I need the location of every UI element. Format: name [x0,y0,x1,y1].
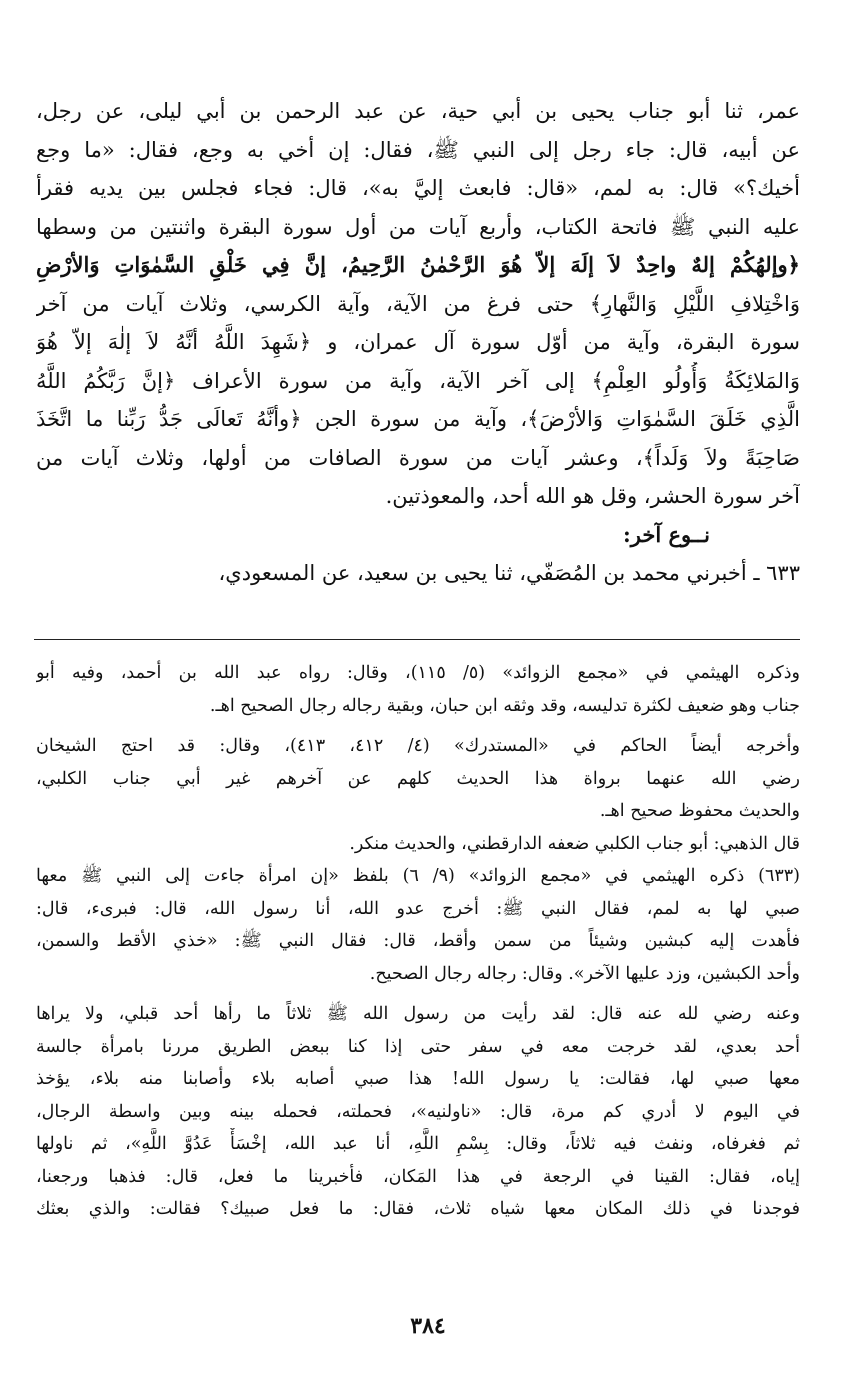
footnote-line: وذكره الهيثمي في «مجمع الزوائد» (٥/ ١١٥)، وقال: رواه عبد الله بن أحمد، وفيه أبو [36,663,800,683]
footnote [36,828,800,861]
main-text-line: عمر، ثنا أبو جناب يحيى بن أبي حية، عن عبد الرحمن بن أبي ليلى، عن رجل، [36,99,800,123]
main-text-line: أخيك؟» قال: به لمم، «قال: فابعث إليَّ به»، قال: فجاء فجلس بين يديه فقرأ [36,176,800,200]
main-text-line: عن أبيه، قال: جاء رجل إلى النبي ﷺ، فقال: إن أخي به وجع، فقال: «ما وجع [36,137,800,162]
footnote-line: فوجدنا في ذلك المكان معها شياه ثلاث، فقال: ما فعل صبيك؟ فقالت: والذي بعثك [36,1199,800,1219]
footnotes [36,657,800,1226]
footnote-line: والحديث محفوظ صحيح اهـ. [599,801,800,821]
footnote-line: فأهدت إليه كبشين وشيئاً من سمن وأقط، قال: فقال النبي ﷺ: «خذي الأقط والسمن، [36,931,800,951]
footnote [36,657,800,722]
footnote-line: ثم فغرفاه، ونفث فيه ثلاثاً، وقال: بِسْمِ اللَّهِ، أنا عبد الله، إخْسَأْ عَدُوَّ اللَّهِ»، ثم ناولها [36,1134,800,1154]
section-heading: نــوع آخر: [623,521,710,547]
footnote-line: وأخرجه أيضاً الحاكم في «المستدرك» (٤/ ٤١٢، ٤١٣)، وقال: قد احتج الشيخان [36,736,800,756]
main-text-line: الَّذِي خَلَقَ السَّمٰوَاتِ وَالأرْضَ﴾، وآية من سورة الجن ﴿وأنَّهُ تَعالَى جَدُّ رَبِّنا ما اتَّخَذَ [36,407,800,431]
main-text-line: وَاخْتِلافِ اللَّيْلِ وَالنَّهارِ﴾ حتى فرغ من الآية، وآية الكرسي، وثلاث آيات من آخر [36,291,800,316]
footnote-line: وأحد الكبشين، وزد عليها الآخر». وقال: رجاله رجال الصحيح. [369,963,800,984]
footnote-line: أحد بعدي، لقد خرجت معه في سفر حتى إذا كنا ببعض الطريق مررنا بامرأة جالسة [36,1036,800,1057]
footnote-divider [34,639,800,640]
main-text-line: آخر سورة الحشر، وقل هو الله أحد، والمعوذتين. [385,484,800,508]
footnote-line: جناب وهو ضعيف لكثرة تدليسه، وقد وثقه ابن حبان، وبقية رجاله رجال الصحيح اهـ. [209,695,800,716]
footnote-line: (٦٣٣) ذكره الهيثمي في «مجمع الزوائد» (٩/ ٦) بلفظ «إن امرأة جاءت إلى النبي ﷺ معها [36,866,800,886]
page-number: ٣٨٤ [410,1313,446,1339]
footnote [36,860,800,990]
main-text [36,92,800,593]
main-text-line: وَالمَلائِكَةُ وَأُولُو العِلْمِ﴾ إلى آخر الآية، وآية من سورة الأعراف ﴿إنَّ رَبَّكُمُ اللَّهُ [36,368,800,393]
footnote-line: وعنه رضي لله عنه قال: لقد رأيت من رسول الله ﷺ ثلاثاً ما رأها أحد قبلي، ولا يراها [36,1004,800,1024]
footnote-line: صبي لها به لمم، فقال النبي ﷺ: أخرج عدو الله، أنا رسول الله، قال: فبرىء، قال: [36,898,800,919]
main-text-line: صَاحِبَةً ولاَ وَلَداً﴾، وعشر آيات من سورة الصافات من أولها، وثلاث آيات من [36,445,800,470]
footnote-line: قال الذهبي: أبو جناب الكلبي ضعفه الدارقطني، والحديث منكر. [349,833,800,854]
footnote-line: رضي الله عنهما برواة هذا الحديث كلهم عن آخرهم غير أبي جناب الكلبي، [36,768,800,789]
footnote-line: معها صبي لها، فقالت: يا رسول الله! هذا صبي أصابه بلاء وأصابنا منه بلاء، يؤخذ [36,1069,800,1089]
footnote [36,730,800,828]
main-text-line: عليه النبي ﷺ فاتحة الكتاب، وأربع آيات من أول سورة البقرة واثنتين من وسطها [36,214,800,239]
hadith-line: ٦٣٣ ـ أخبرني محمد بن المُصَفّي، ثنا يحيى بن سعيد، عن المسعودي، [218,561,800,585]
footnote-line: إياه، فقال: القينا في الرجعة في هذا المَكان، فأخبرينا ما فعل، قال: فذهبا ورجعنا، [36,1166,800,1187]
footnote-line: في اليوم لا أدري كم مرة، قال: «ناولنيه»، فحملته، فحمله بينه وبين واسطة الرجال، [36,1101,800,1122]
quran-verse-line: ﴿وإلهُكُمْ إلهٌ واحِدٌ لاَ إلَهَ إلاّ هُوَ الرَّحْمٰنُ الرَّحِيمُ، إنَّ فِي خَلْقِ السَّمٰوَاتِ وَالأرْضِ [36,252,800,277]
main-text-line: سورة البقرة، وآية من أوّل سورة آل عمران، و ﴿شَهِدَ اللَّهُ أنَّهُ لاَ إلٰهَ إلاّ هُوَ [36,330,800,354]
footnote [36,998,800,1226]
